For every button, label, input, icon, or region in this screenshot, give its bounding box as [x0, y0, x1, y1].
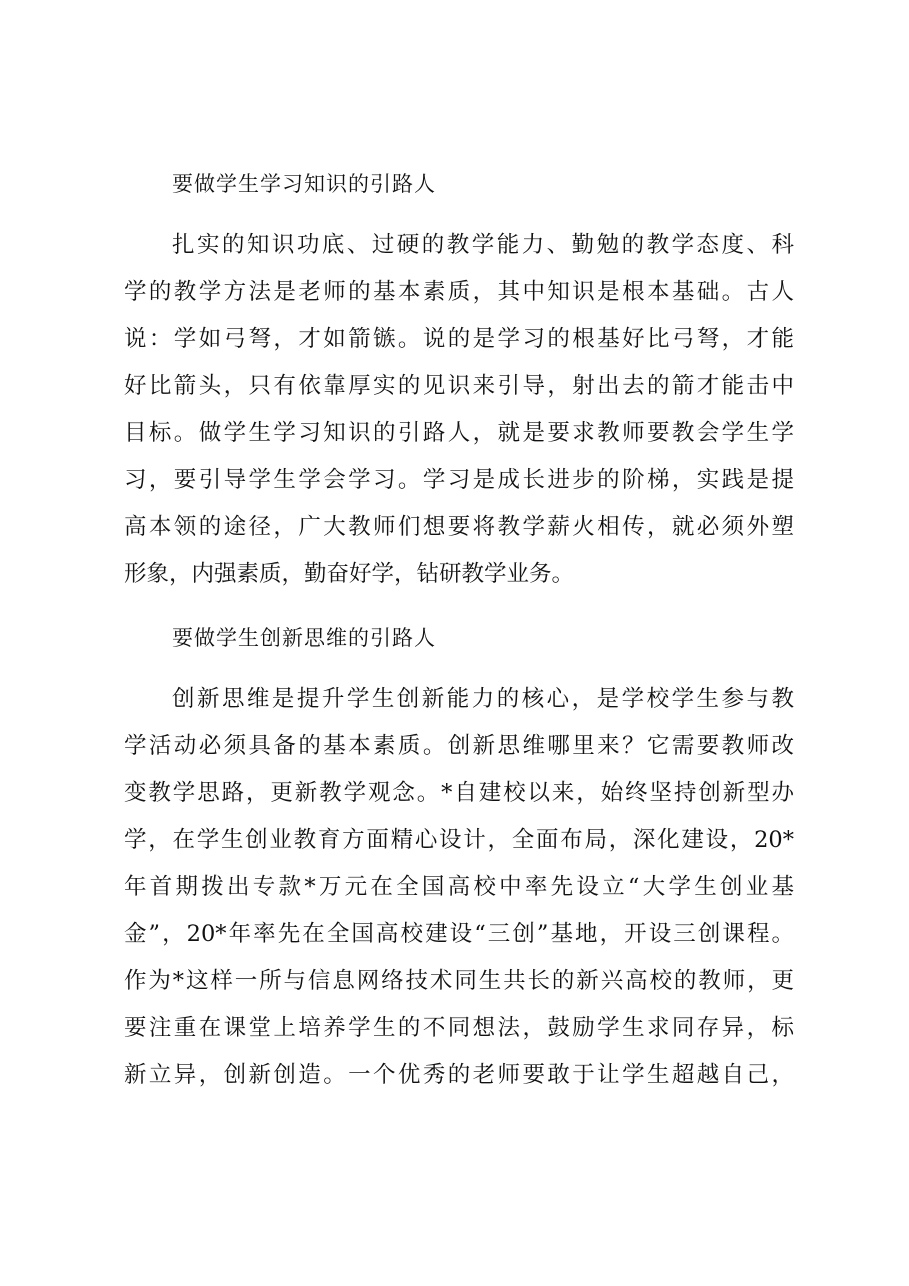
- paragraph-line: 新立异，创新创造。一个优秀的老师要敢于让学生超越自己，: [124, 1062, 794, 1088]
- paragraph-line: 创新思维是提升学生创新能力的核心，是学校学生参与教: [172, 686, 794, 712]
- section-heading: 要做学生学习知识的引路人: [172, 172, 436, 196]
- paragraph-line: 年首期拨出专款*万元在全国高校中率先设立“大学生创业基: [124, 874, 794, 900]
- paragraph-line: 学活动必须具备的基本素质。创新思维哪里来？它需要教师改: [124, 733, 794, 759]
- paragraph-line: 学的教学方法是老师的基本素质，其中知识是根本基础。古人: [124, 279, 794, 305]
- paragraph-line: 要注重在课堂上培养学生的不同想法，鼓励学生求同存异，标: [124, 1015, 794, 1041]
- section-heading: 要做学生创新思维的引路人: [172, 626, 436, 650]
- paragraph-line: 目标。做学生学习知识的引路人，就是要求教师要教会学生学: [124, 420, 794, 446]
- paragraph-line: 变教学思路，更新教学观念。*自建校以来，始终坚持创新型办: [124, 780, 794, 806]
- paragraph-line: 高本领的途径，广大教师们想要将教学薪火相传，就必须外塑: [124, 514, 794, 540]
- paragraph-line: 习，要引导学生学会学习。学习是成长进步的阶梯，实践是提: [124, 467, 794, 493]
- paragraph-line: 说：学如弓弩，才如箭镞。说的是学习的根基好比弓弩，才能: [124, 326, 794, 352]
- paragraph-line: 学，在学生创业教育方面精心设计，全面布局，深化建设，20*: [124, 827, 794, 853]
- paragraph-line: 扎实的知识功底、过硬的教学能力、勤勉的教学态度、科: [172, 232, 794, 258]
- paragraph-line: 形象，内强素质，勤奋好学，钻研教学业务。: [124, 561, 575, 587]
- paragraph-line: 作为*这样一所与信息网络技术同生共长的新兴高校的教师，更: [124, 968, 794, 994]
- paragraph-line: 好比箭头，只有依靠厚实的见识来引导，射出去的箭才能击中: [124, 373, 794, 399]
- paragraph-line: 金”，20*年率先在全国高校建设“三创”基地，开设三创课程。: [124, 921, 794, 947]
